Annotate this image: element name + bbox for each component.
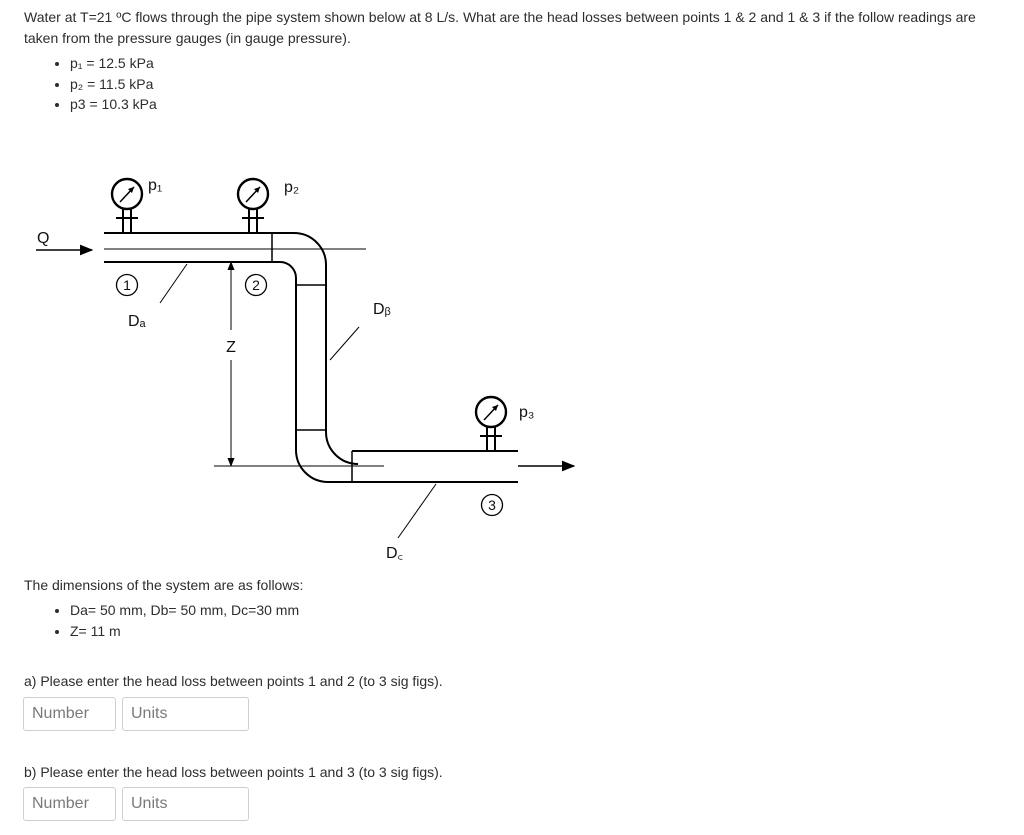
dimension-z: • Z= 11 m [70, 621, 299, 642]
answer-b-units-input[interactable] [122, 787, 249, 821]
dimensions-intro: The dimensions of the system are as follows: [24, 577, 304, 593]
section-1-number: 1 [123, 277, 131, 293]
p3-label: p₃ [519, 404, 535, 421]
problem-intro-line1: Water at T=21 ºC flows through the pipe system shown below at 8 L/s. What are the head losses between points 1 & 2 and 1 & 3 if the follow readings are [24, 9, 976, 25]
pressure-gauge-1-icon [112, 179, 142, 233]
dimension-diameters: • Da= 50 mm, Db= 50 mm, Dc=30 mm [70, 600, 299, 621]
db-label: Dᵦ [373, 301, 391, 318]
flow-q-label: Q [37, 230, 50, 247]
reading-p3: • p3 = 10.3 kPa [70, 94, 157, 115]
da-label: Dₐ [128, 313, 146, 330]
dimensions-list [24, 600, 299, 641]
dc-label: D꜀ [386, 545, 404, 562]
reading-p1: • p₁ = 12.5 kPa [70, 53, 157, 74]
z-label: Z [226, 339, 236, 356]
p2-label: p₂ [284, 179, 300, 196]
section-2-number: 2 [252, 277, 260, 293]
p1-label: p₁ [148, 177, 163, 194]
answer-b-number-input[interactable] [23, 787, 116, 821]
pressure-gauge-3-icon [476, 397, 506, 451]
reading-p2: • p₂ = 11.5 kPa [70, 74, 157, 95]
question-b: b) Please enter the head loss between points 1 and 3 (to 3 sig figs). [24, 764, 443, 780]
section-3-number: 3 [488, 497, 496, 513]
pressure-gauge-2-icon [238, 179, 268, 233]
answer-a-number-input[interactable] [23, 697, 116, 731]
question-a: a) Please enter the head loss between points 1 and 2 (to 3 sig figs). [24, 673, 443, 689]
answer-a-units-input[interactable] [122, 697, 249, 731]
problem-intro-line2: taken from the pressure gauges (in gauge pressure). [24, 30, 351, 46]
